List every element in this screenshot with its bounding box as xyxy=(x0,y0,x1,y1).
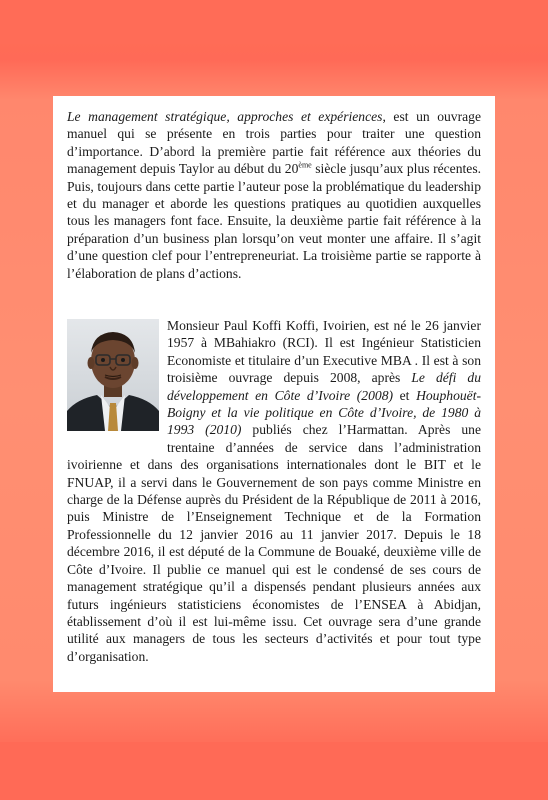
biography-text-part-3: publiés chez l’Harmattan. Après une trentaine d’années de service dans l’administration ivoirienne et dans des organisations internationales dont le BIT et le FNUAP, il a servi dans le Gouvernement de son pays comme Ministre en charge de la Défense auprès du Président de la République de 2011 à 2016, puis Ministre de l’Enseignement Technique et de la Formation Professionnelle du 12 janvier 2016 au 11 janvier 2017. Depuis le 18 décembre 2016, il est député de la Commune de Bouaké, deuxième ville de Côte d’Ivoire. Il publie ce manuel qui est le condensé de ses cours de management stratégique qu’il a dispensés pendant plusieurs années aux futurs ingénieurs statisticiens économistes de l’ENSEA à Abidjan, établissement d’où il est lui-même issu. Cet ouvrage sera d’une grande utilité aux managers de tous les secteurs d’activités et pour tout type d’organisation. xyxy=(67,422,482,664)
description-text-part-1: , est un ouvrage manuel qui se présente en trois parties pour traiter une question d’importance. D’abord la première partie fait référence aux théories du management depuis Taylor au début du 20 xyxy=(67,109,481,177)
superscript-eme: ème xyxy=(298,160,312,170)
photo-text-wrap-spacer xyxy=(67,317,167,441)
book-description-paragraph xyxy=(67,108,481,282)
top-color-band xyxy=(0,0,548,44)
second-book-title: Houphouët-Boigny et la vie politique en Côte d’Ivoire, de 1980 à 1993 (2010) xyxy=(167,387,481,438)
book-title: Le management stratégique, approches et expériences xyxy=(67,109,383,124)
biography-text-part-2: et xyxy=(393,387,417,403)
biography-text-part-1: Monsieur Paul Koffi Koffi, Ivoirien, est né le 26 janvier 1957 à MBahiakro (RCI). Il est Ingénieur Statisticien Economiste et titulaire d’un Executive MBA . Il est à son troisième ouvrage depuis 2008, après xyxy=(167,318,481,386)
author-biography-paragraph xyxy=(67,317,481,665)
back-cover-text-panel xyxy=(53,96,495,692)
first-book-title: Le défi du développement en Côte d’Ivoire (2008) xyxy=(167,370,481,403)
description-text-part-2: siècle jusqu’aux plus récentes. Puis, toujours dans cette partie l’auteur pose la problématique du leadership et du manager et aborde les questions pratiques au quotidien auxquelles tous les managers font face. Ensuite, la deuxième partie fait référence à la préparation d’un business plan lorsqu’on veut monter une affaire. Il s’agit d’une question clef pour l’entrepreneuriat. La troisième partie se rapporte à l’élaboration de plans d’actions. xyxy=(67,161,482,281)
bottom-color-band xyxy=(0,742,548,800)
